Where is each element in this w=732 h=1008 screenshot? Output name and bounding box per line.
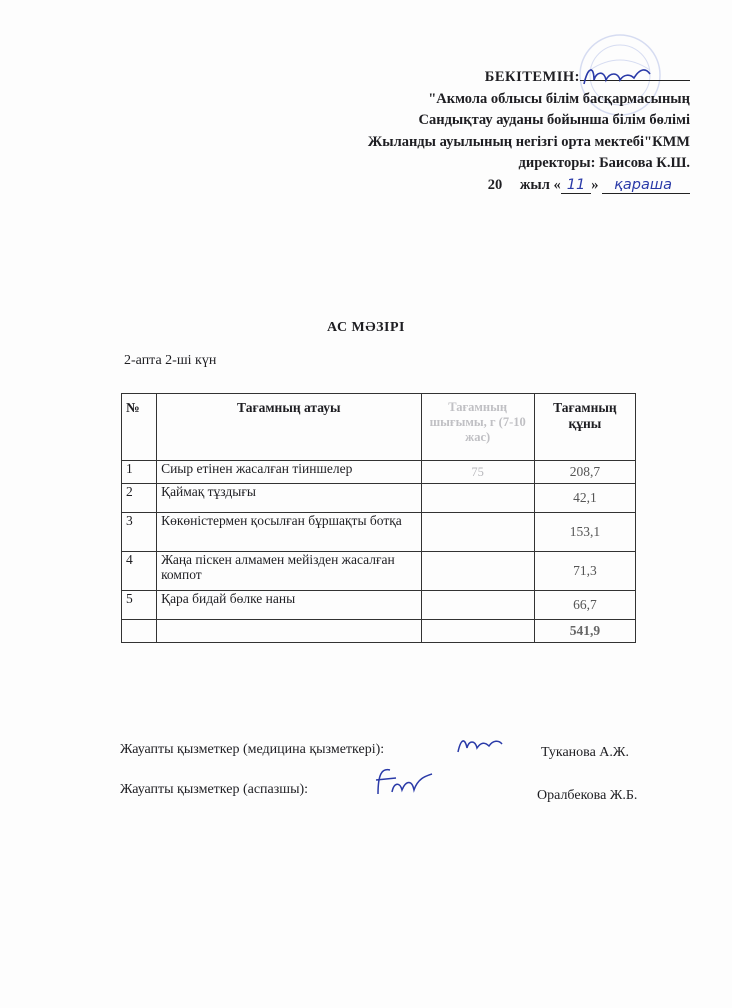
responsible-1-signature [455, 732, 505, 756]
approval-line-2: Сандықтау ауданы бойынша білім бөлімі [418, 112, 690, 128]
table-row [122, 461, 636, 484]
total-name-cell [157, 620, 422, 643]
approval-line-3: Жыланды ауылының негізгі орта мектебі"КММ [367, 133, 690, 150]
menu-table [121, 393, 636, 643]
date-year-word: жыл « [519, 176, 561, 193]
row-num: 4 [122, 552, 157, 591]
date-day: 11 [561, 177, 591, 194]
row-name: Сиыр етінен жасалған тіиншелер [157, 461, 422, 484]
date-prefix: 20 [487, 176, 503, 193]
table-row [122, 484, 636, 513]
row-name: Қаймақ тұздығы [157, 484, 422, 513]
row-num: 1 [122, 461, 157, 484]
header-price: Тағамның құны [534, 394, 635, 461]
row-price: 153,1 [534, 513, 635, 552]
table-row [122, 513, 636, 552]
responsible-2-label: Жауапты қызметкер (аспазшы): [120, 782, 309, 797]
row-yield [421, 552, 534, 591]
header-num: № [122, 394, 157, 461]
page-title: АС МӘЗІРІ [327, 320, 405, 335]
row-name: Қара бидай бөлке наны [157, 591, 422, 620]
total-yield-cell [421, 620, 534, 643]
row-price: 42,1 [534, 484, 635, 513]
date-close: » [591, 176, 599, 193]
row-yield [421, 484, 534, 513]
row-num: 3 [122, 513, 157, 552]
responsible-2-name: Оралбекова Ж.Б. [537, 788, 638, 803]
approval-line-1: "Акмола облысы білім басқармасының [428, 90, 690, 107]
row-name: Көкөністермен қосылған бұршақты ботқа [157, 513, 422, 552]
table-row [122, 552, 636, 591]
approval-date [270, 175, 690, 197]
responsible-2-signature [372, 764, 436, 800]
total-num-cell [122, 620, 157, 643]
header-name: Тағамның атауы [157, 394, 422, 461]
approved-label: БЕКІТЕМІН: [484, 69, 580, 85]
responsible-1-label: Жауапты қызметкер (медицина қызметкері): [120, 742, 385, 757]
row-yield: 75 [421, 461, 534, 484]
row-price: 208,7 [534, 461, 635, 484]
total-price: 541,9 [534, 620, 635, 643]
responsible-1-name: Туканова А.Ж. [541, 745, 629, 760]
row-num: 2 [122, 484, 157, 513]
date-month: қараша [602, 177, 690, 194]
table-row [122, 591, 636, 620]
table-total-row [122, 620, 636, 643]
approval-line-4: директоры: Баисова К.Ш. [518, 155, 690, 171]
header-yield: Тағамның шығымы, г (7-10 жас) [421, 394, 534, 461]
week-day-label: 2-апта 2-ші күн [124, 353, 217, 368]
table-header-row [122, 394, 636, 461]
row-yield [421, 513, 534, 552]
director-signature [580, 62, 660, 90]
row-yield [421, 591, 534, 620]
row-num: 5 [122, 591, 157, 620]
row-name: Жаңа піскен алмамен мейізден жасалған компот [157, 552, 422, 591]
row-price: 66,7 [534, 591, 635, 620]
row-price: 71,3 [534, 552, 635, 591]
